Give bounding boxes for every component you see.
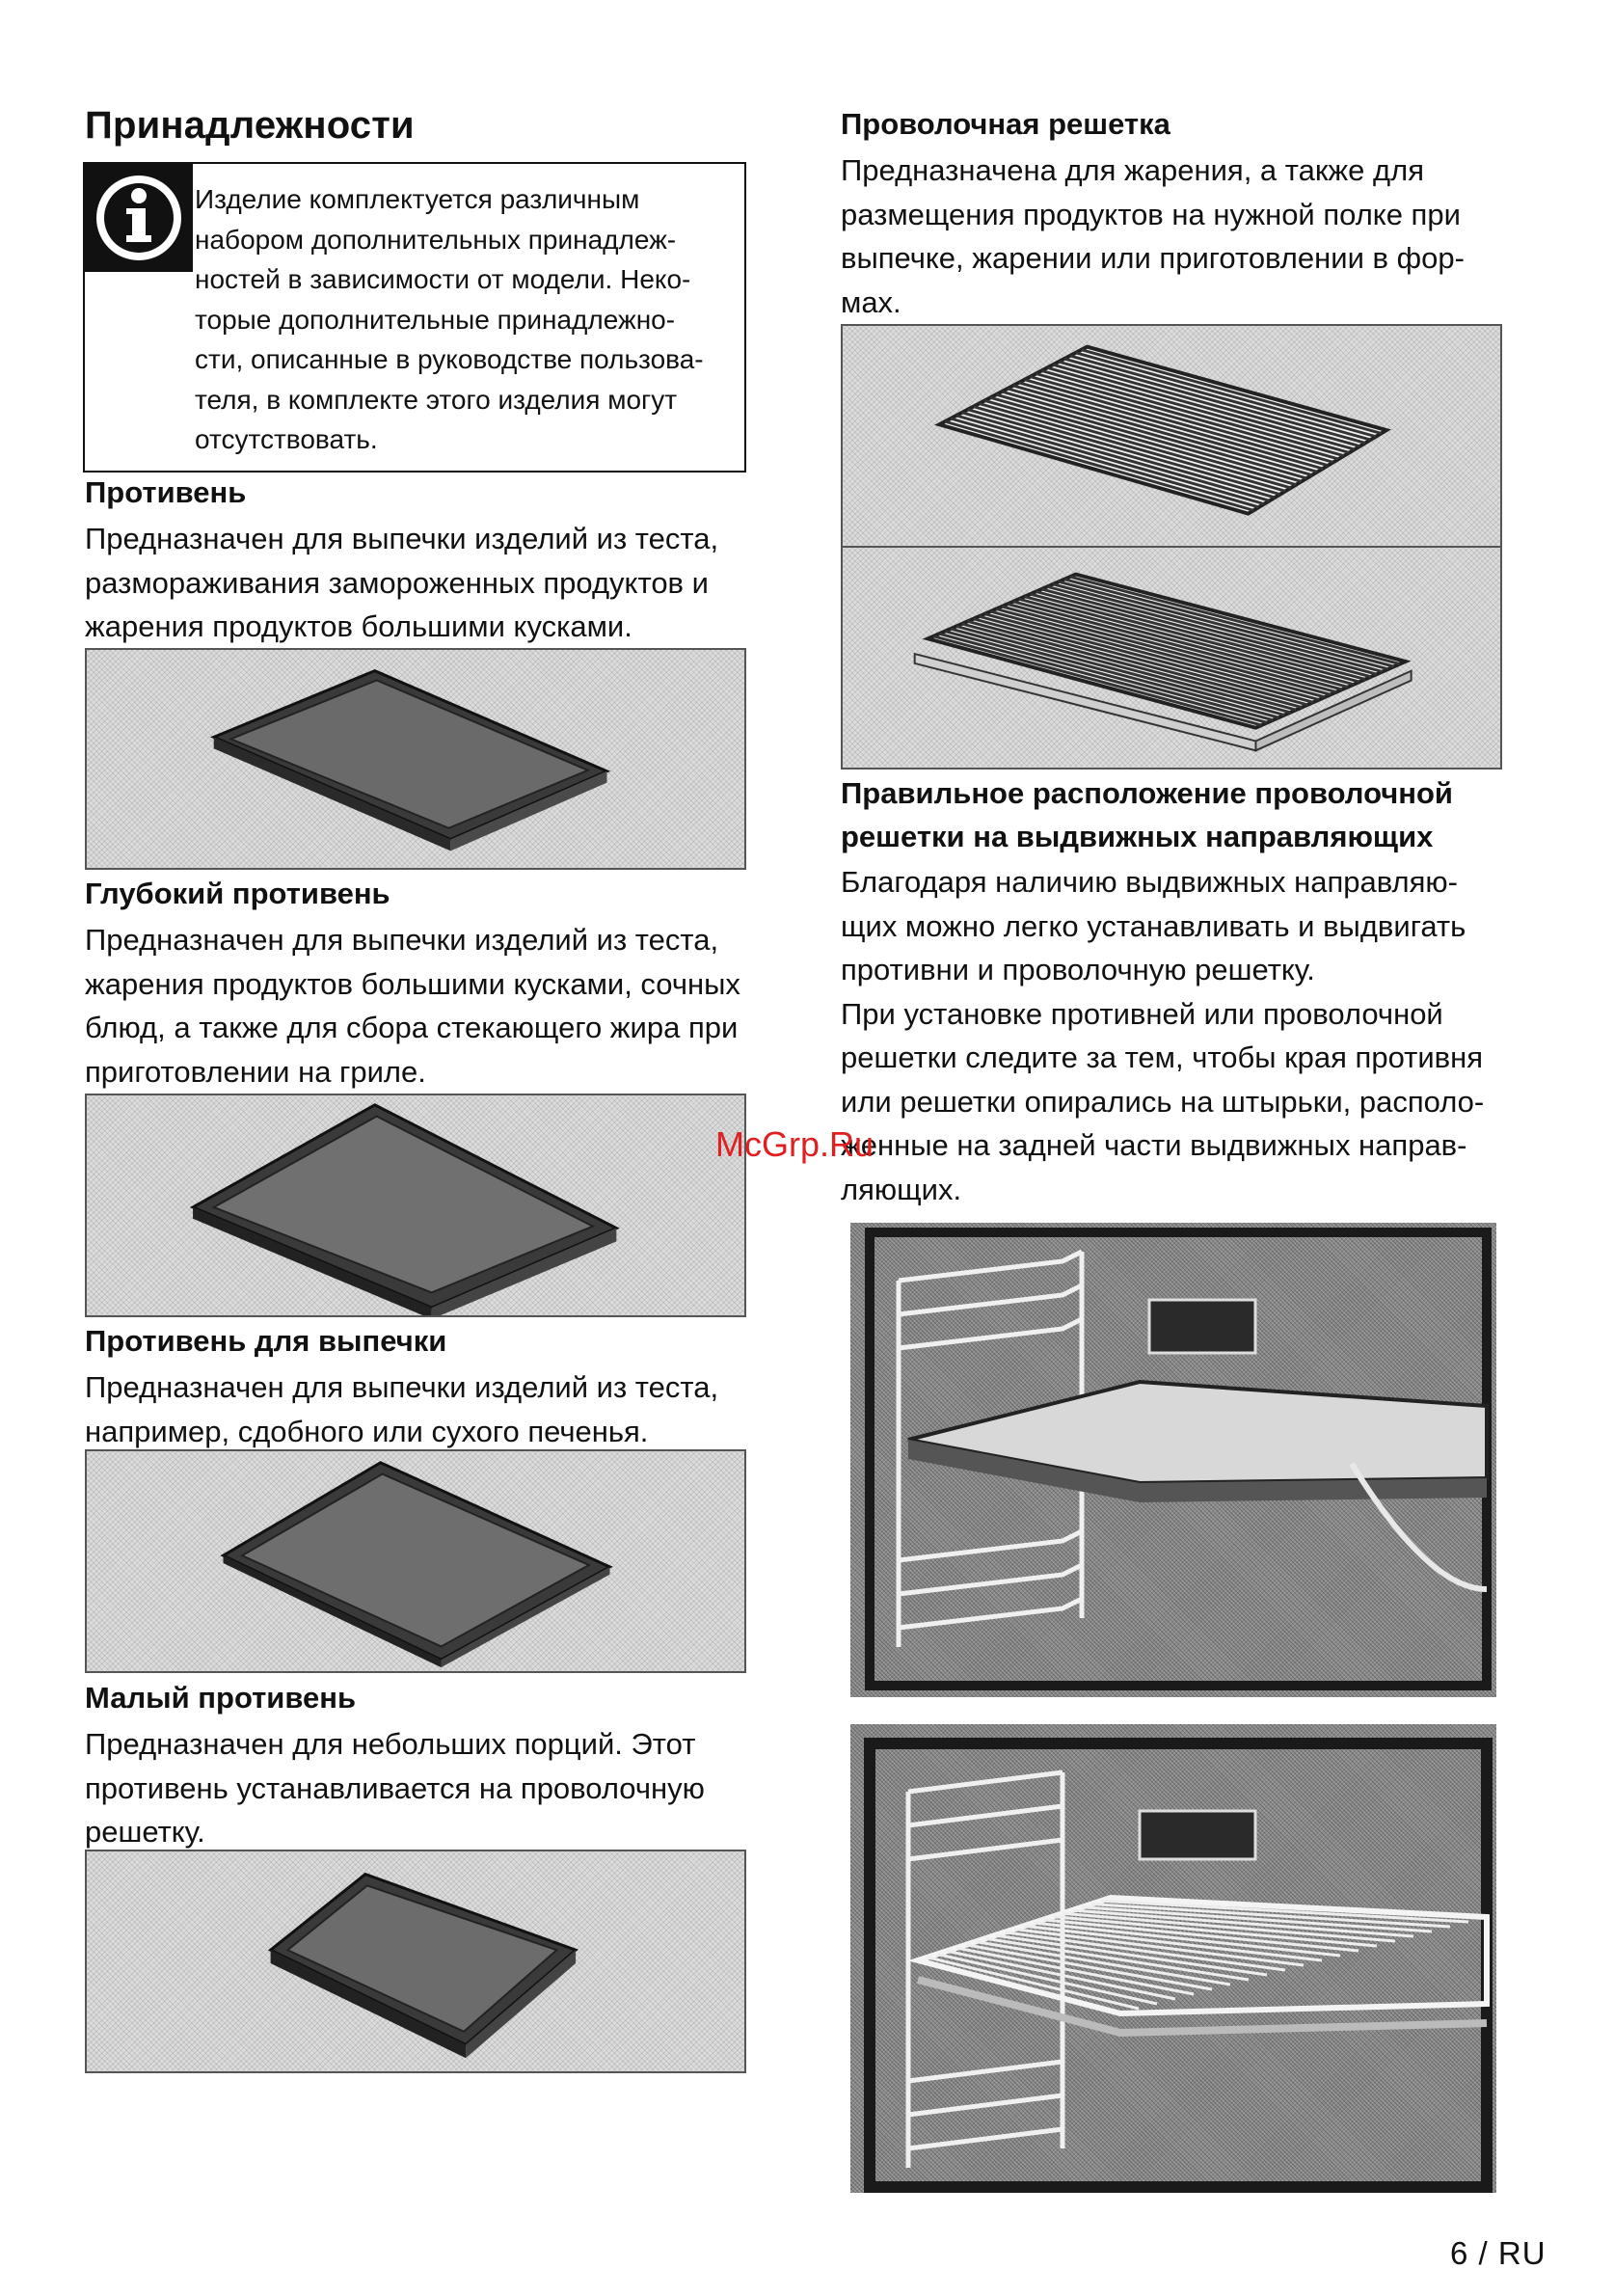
section-heading-baking-tray: Противень для выпечки (85, 1324, 447, 1358)
watermark-text: McGrp.Ru (715, 1124, 874, 1164)
paragraph-line: Предназначен для выпечки изделий из теста, (85, 522, 719, 555)
paragraph-line: размещения продуктов на нужной полке при (841, 197, 1461, 231)
small-tray-image (85, 1850, 746, 2073)
info-note (83, 162, 746, 473)
paragraph-line: блюд, а также для сбора стекающего жира при (85, 1011, 739, 1044)
oven-tray-photo (850, 1223, 1496, 1697)
paragraph-line: женные на задней части выдвижных направ- (841, 1128, 1467, 1162)
page-title: Принадлежности (85, 104, 415, 147)
paragraph-line: противни и проволочную решетку. (841, 953, 1315, 986)
wire-rack-with-rails-image (841, 546, 1502, 770)
note-line: Изделие комплектуется различным (195, 184, 640, 214)
paragraph-line: противень устанавливается на проволочную (85, 1770, 705, 1805)
page-number: 6 / RU (1450, 2235, 1547, 2271)
section-heading-tray: Противень (85, 475, 247, 509)
paragraph-line: Предназначен для небольших порций. Этот (85, 1727, 696, 1761)
note-line: набором дополнительных принадлеж- (195, 224, 677, 255)
note-line: отсутствовать. (195, 424, 378, 454)
paragraph-line: размораживания замороженных продуктов и (85, 565, 709, 600)
paragraph-line: Предназначен для выпечки изделий из теста, (85, 1370, 719, 1404)
paragraph-line: решетки следите за тем, чтобы края противня (841, 1040, 1484, 1074)
paragraph-line: Благодаря наличию выдвижных направляю- (841, 865, 1458, 899)
note-line: теля, в комплекте этого изделия могут (195, 384, 678, 415)
paragraph-line: щих можно легко устанавливать и выдвигать (841, 908, 1466, 943)
paragraph-line: выпечке, жарении или приготовлении в фор- (841, 241, 1465, 275)
section-heading-small-tray: Малый противень (85, 1681, 357, 1715)
paragraph-line: например, сдобного или сухого печенья. (85, 1414, 649, 1448)
paragraph-line: Предназначен для выпечки изделий из теста, (85, 923, 719, 957)
note-line: ностей в зависимости от модели. Неко- (195, 264, 691, 294)
paragraph-line: При установке противней или проволочной (841, 996, 1443, 1031)
baking-tray-image (85, 1449, 746, 1673)
deep-tray-image (85, 1094, 746, 1317)
wire-rack-image (841, 324, 1502, 548)
section-heading-rack-placement: Правильное расположение проволочной (841, 776, 1453, 810)
note-line: торые дополнительные принадлежно- (195, 304, 676, 335)
paragraph-line: Предназначена для жарения, а также для (841, 153, 1424, 187)
section-heading-rack-placement-2: решетки на выдвижных направляющих (841, 820, 1434, 853)
paragraph-line: ляющих. (841, 1172, 962, 1206)
tray-image (85, 648, 746, 870)
paragraph-line: приготовлении на гриле. (85, 1054, 426, 1089)
info-icon (85, 164, 193, 272)
section-heading-wire-rack: Проволочная решетка (841, 107, 1170, 141)
paragraph-line: жарения продуктов большими кусками, сочных (85, 966, 740, 1001)
note-line: сти, описанные в руководстве пользова- (195, 344, 704, 374)
paragraph-line: решетку. (85, 1815, 205, 1849)
paragraph-line: мах. (841, 284, 901, 319)
oven-rack-photo (850, 1724, 1496, 2193)
paragraph-line: жарения продуктов большими кусками. (85, 609, 632, 643)
paragraph-line: или решетки опирались на штырьки, располо- (841, 1084, 1485, 1119)
section-heading-deep-tray: Глубокий противень (85, 877, 390, 910)
